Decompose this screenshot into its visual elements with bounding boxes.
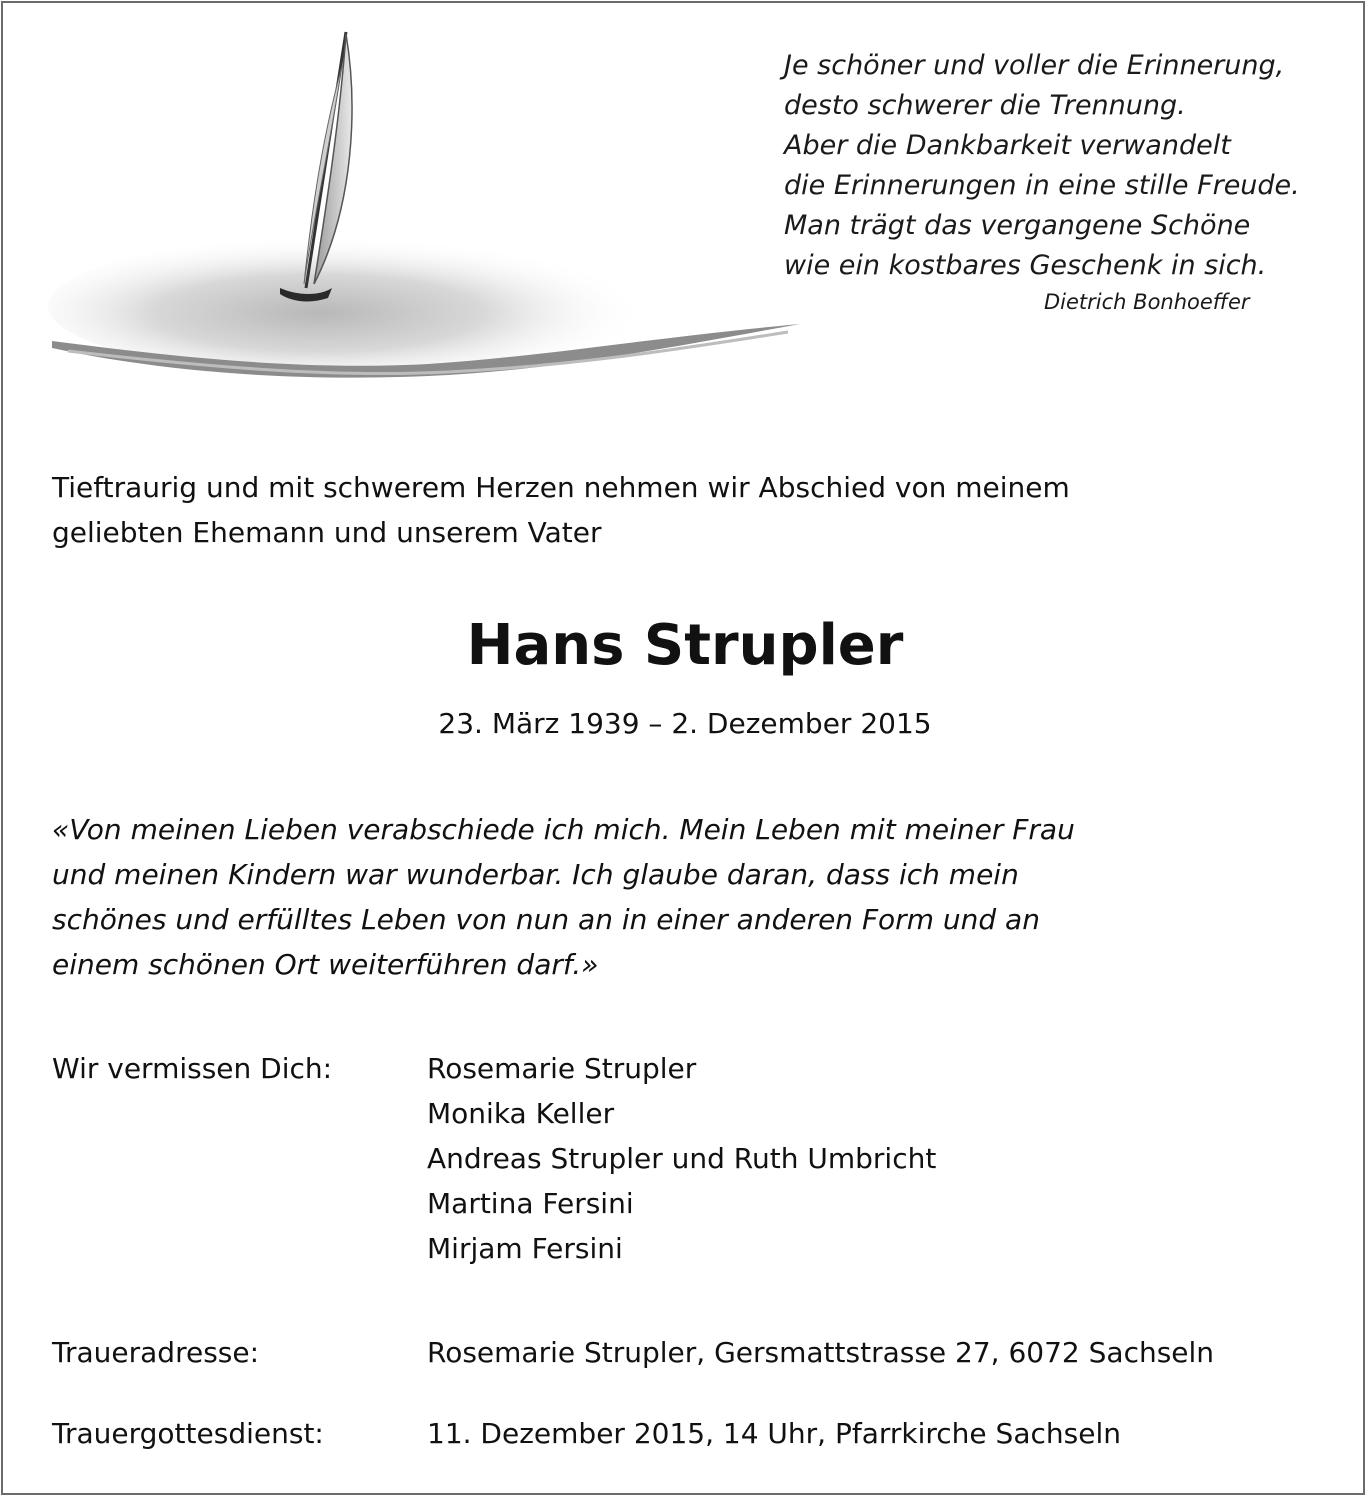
poem-line: die Erinnerungen in eine stille Freude. [784, 170, 1300, 201]
address-label: Traueradresse: [52, 1336, 260, 1369]
life-dates: 23. März 1939 – 2. Dezember 2015 [438, 707, 932, 740]
quote-line: einem schönen Ort weiterführen darf.» [52, 948, 599, 981]
poem-line: Man trägt das vergangene Schöne [784, 210, 1251, 241]
quote-line: «Von meinen Lieben verabschiede ich mich. Mein Leben mit meiner Frau [52, 813, 1075, 846]
intro-text [52, 465, 1312, 555]
intro-line: geliebten Ehemann und unserem Vater [52, 516, 602, 549]
quote-line: und meinen Kindern war wunderbar. Ich glaube daran, dass ich mein [52, 858, 1019, 891]
intro-line: Tieftraurig und mit schwerem Herzen nehmen wir Abschied von meinem [52, 471, 1070, 504]
service-label: Trauergottesdienst: [52, 1417, 324, 1450]
service-value: 11. Dezember 2015, 14 Uhr, Pfarrkirche Sachseln [427, 1417, 1121, 1450]
mourners-list [427, 1046, 936, 1271]
quote-line: schönes und erfülltes Leben von nun an in einer anderen Form und an [52, 903, 1040, 936]
deceased-name: Hans Strupler [466, 613, 904, 678]
poem-line: desto schwerer die Trennung. [784, 90, 1186, 121]
mourner-name: Andreas Strupler und Ruth Umbricht [427, 1142, 937, 1175]
sailboat-illustration [48, 26, 808, 386]
mourner-name: Mirjam Fersini [427, 1232, 623, 1265]
mourner-name: Monika Keller [427, 1097, 615, 1130]
farewell-quote [52, 807, 1322, 987]
poem-author: Dietrich Bonhoeffer [1044, 290, 1250, 314]
mourners-label: Wir vermissen Dich: [52, 1052, 333, 1085]
mourner-name: Martina Fersini [427, 1187, 634, 1220]
mourner-name: Rosemarie Strupler [427, 1052, 697, 1085]
address-value: Rosemarie Strupler, Gersmattstrasse 27, 6072 Sachseln [427, 1336, 1215, 1369]
poem-line: Aber die Dankbarkeit verwandelt [784, 130, 1231, 161]
poem-line: wie ein kostbares Geschenk in sich. [784, 250, 1267, 281]
poem-quote [784, 46, 1344, 314]
poem-line: Je schöner und voller die Erinnerung, [784, 50, 1285, 81]
